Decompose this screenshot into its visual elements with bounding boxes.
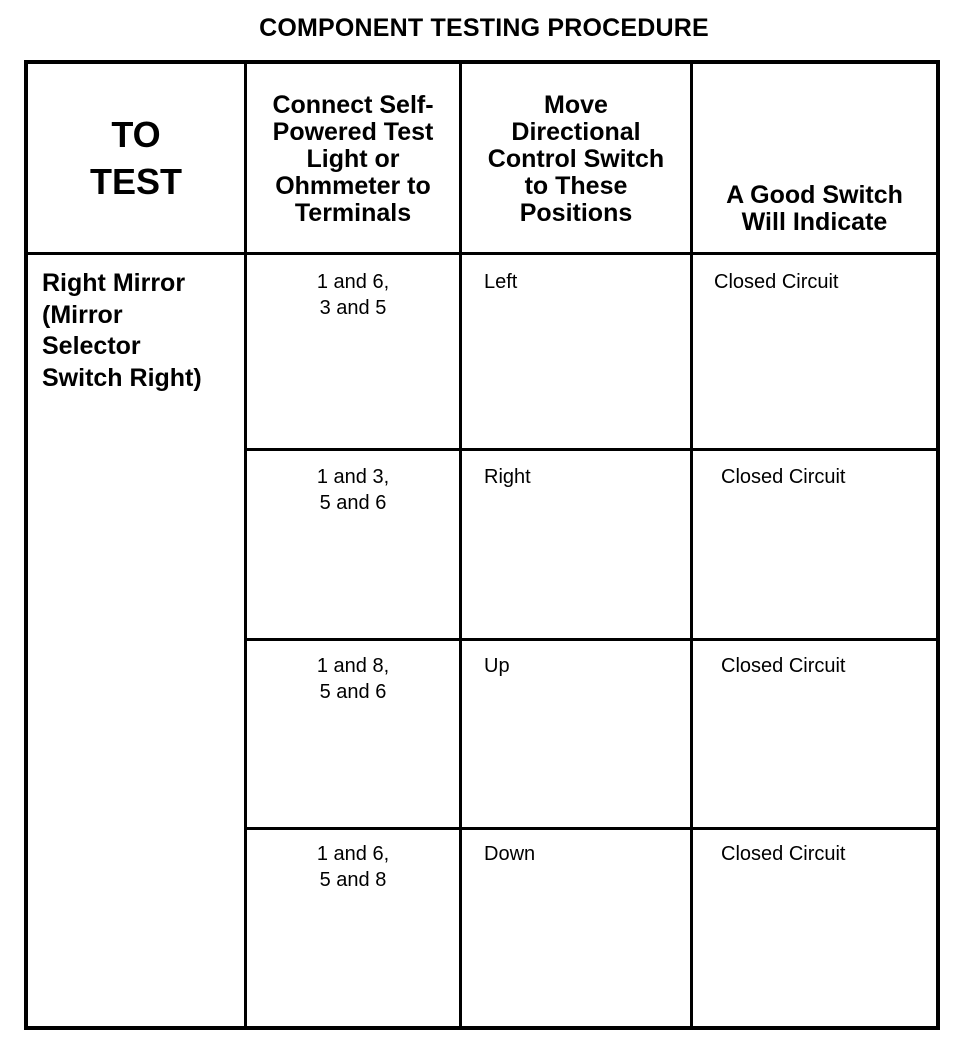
row-3-position: Up xyxy=(484,655,510,677)
row-3-terminals: 1 and 8, 5 and 6 xyxy=(316,655,390,703)
row-4-position: Down xyxy=(484,843,536,865)
row-2-terminals: 1 and 3, 5 and 6 xyxy=(316,466,390,514)
row-4-result: Closed Circuit xyxy=(721,843,846,865)
testing-procedure-table xyxy=(24,60,940,1030)
row-1-position: Left xyxy=(484,271,518,293)
row-3-result: Closed Circuit xyxy=(721,655,846,677)
row-divider-1 xyxy=(244,448,936,451)
header-terminals: Connect Self- Powered Test Light or Ohmmeter to Terminals xyxy=(272,90,434,227)
row-1-result: Closed Circuit xyxy=(714,271,839,293)
header-positions: Move Directional Control Switch to These Positions xyxy=(487,90,665,227)
row-4-terminals: 1 and 6, 5 and 8 xyxy=(316,843,390,891)
header-indicate: A Good Switch Will Indicate xyxy=(726,181,903,236)
row-2-position: Right xyxy=(484,466,531,488)
row-1-terminals: 1 and 6, 3 and 5 xyxy=(316,271,390,319)
row-2-result: Closed Circuit xyxy=(721,466,846,488)
page-title: COMPONENT TESTING PROCEDURE xyxy=(259,14,709,42)
header-to-test: TO TEST xyxy=(89,114,182,202)
row-divider-3 xyxy=(244,827,936,830)
row-divider-2 xyxy=(244,638,936,641)
to-test-value: Right Mirror (Mirror Selector Switch Right) xyxy=(42,269,202,392)
